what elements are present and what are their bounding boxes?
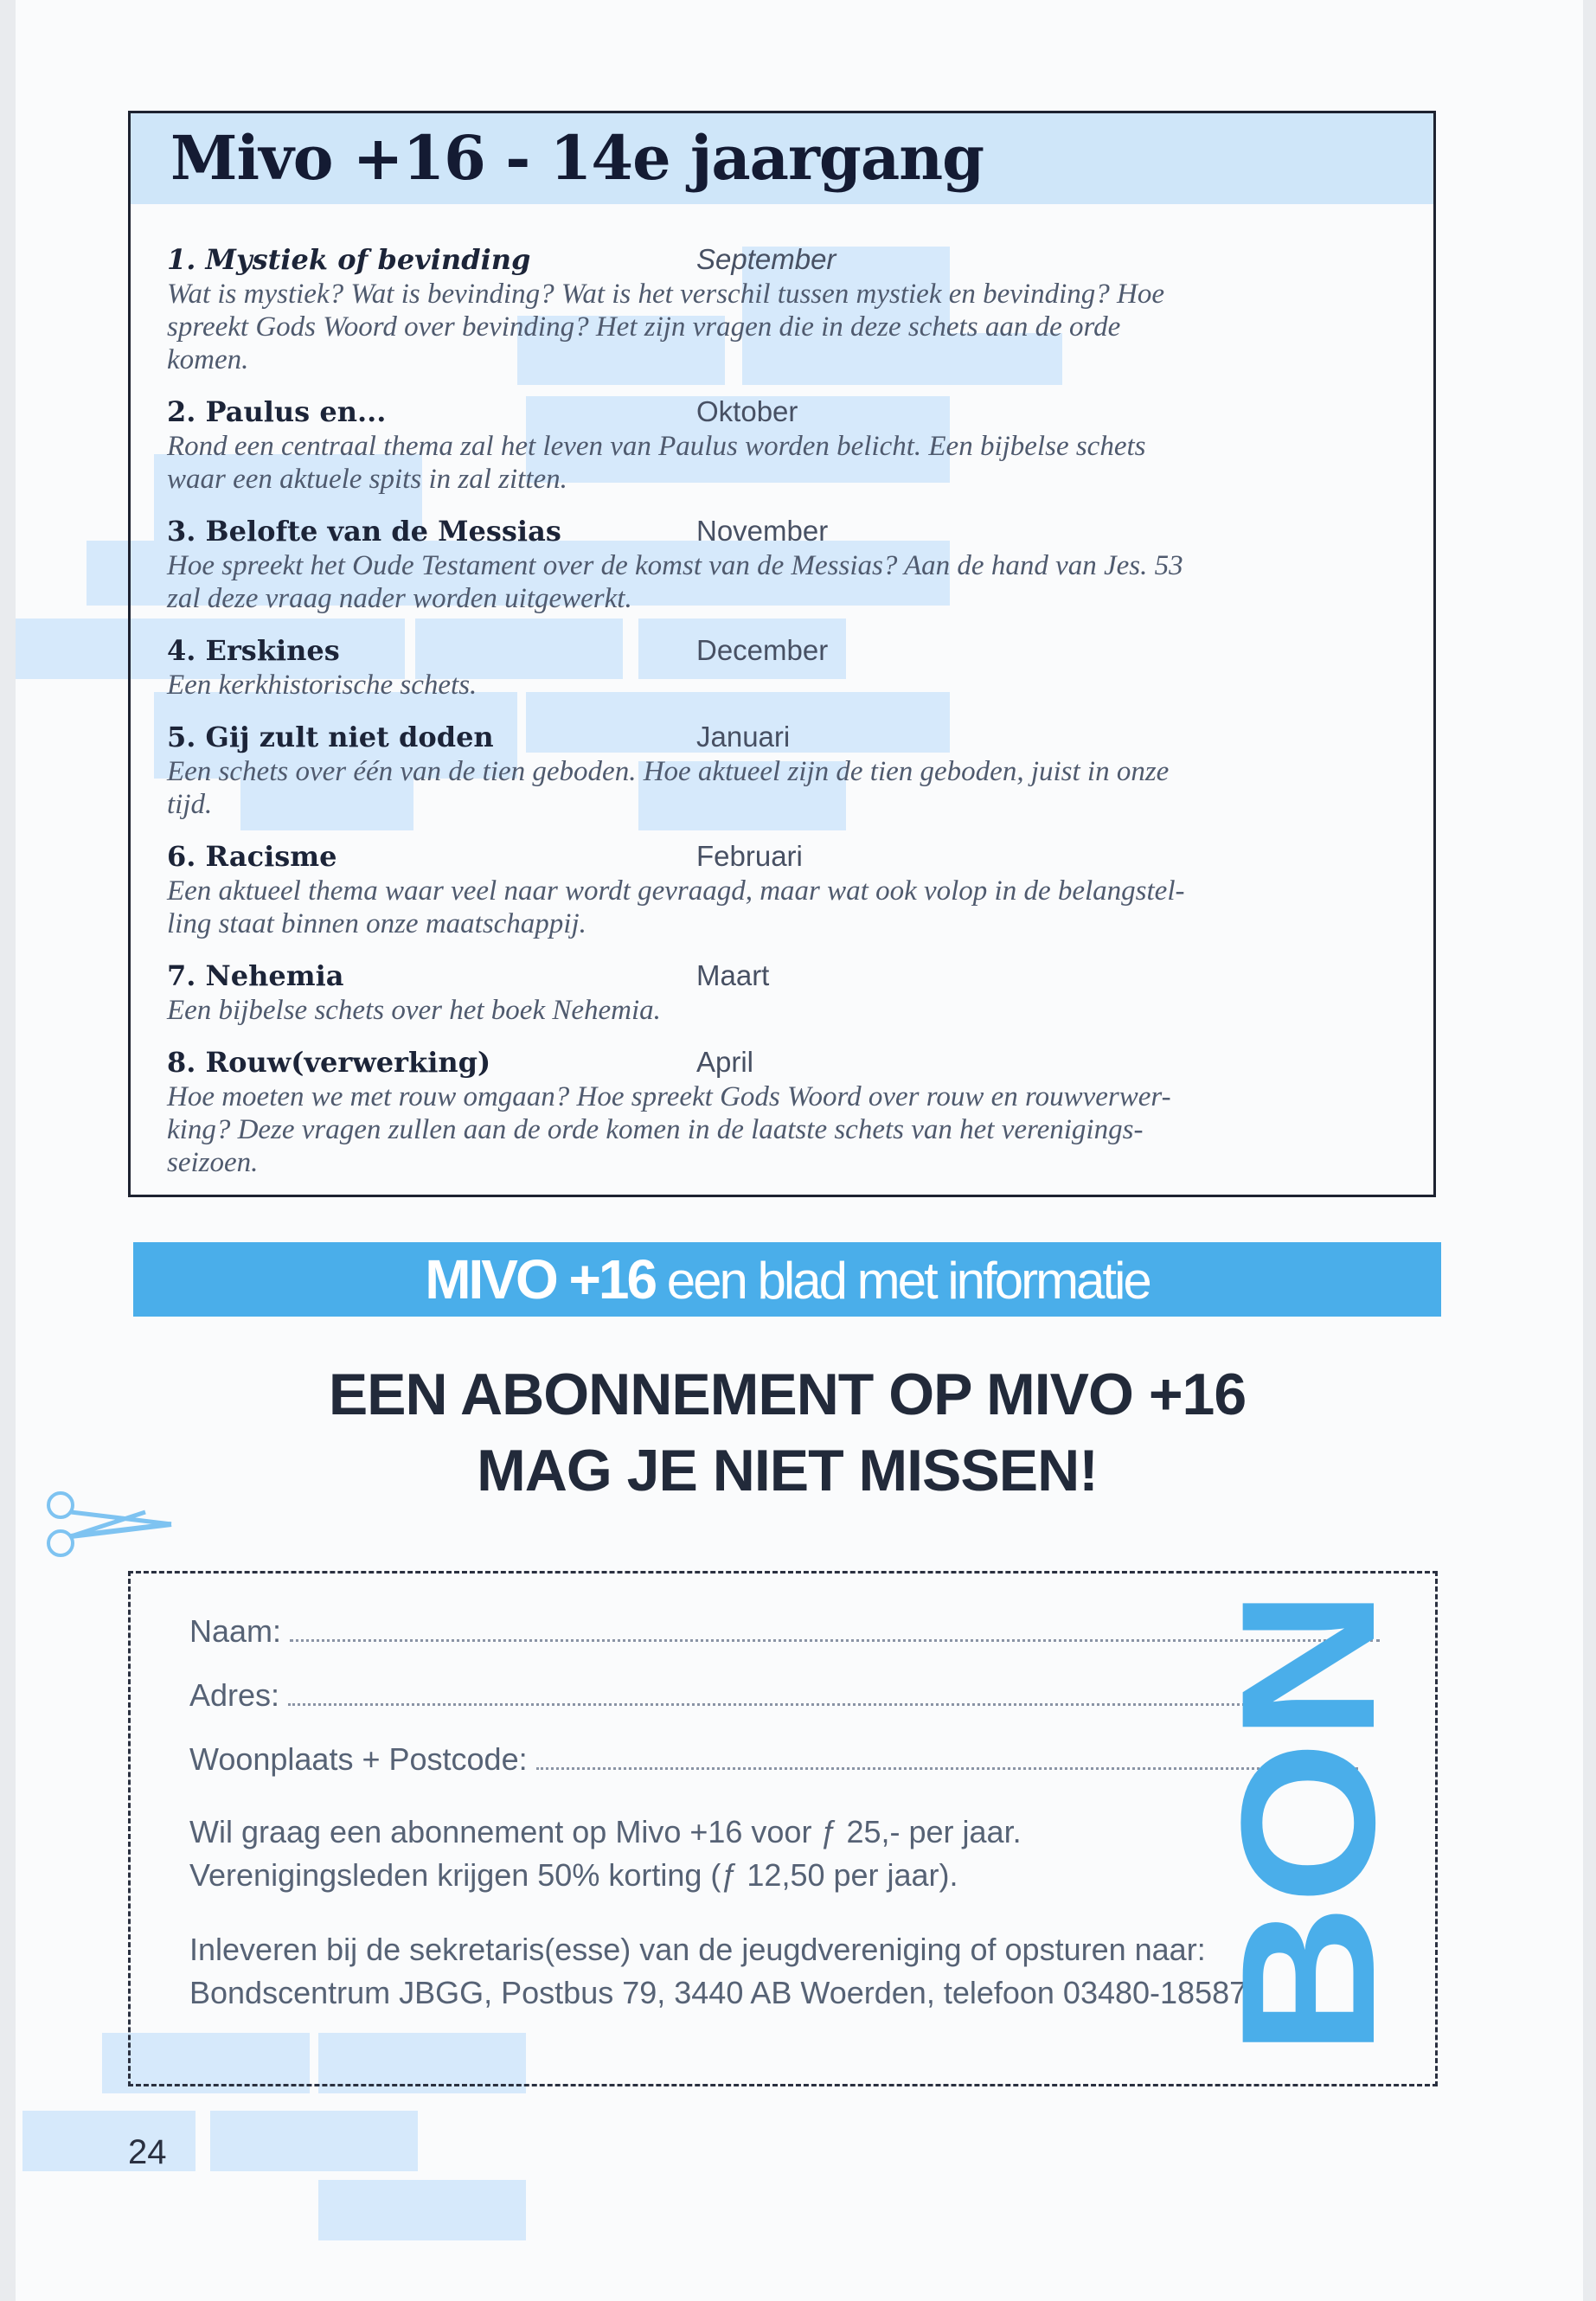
program-list <box>167 243 1395 1198</box>
headline-line-1: EEN ABONNEMENT OP MIVO +16 <box>328 1362 1247 1427</box>
program-item-month: September <box>696 243 836 275</box>
decor-block <box>210 2111 418 2171</box>
program-item-title: 8. Rouw(verwerking) <box>167 1046 491 1079</box>
program-box <box>128 111 1436 1197</box>
program-item-description: Rond een centraal thema zal het leven van Paulus worden belicht. Een bijbelse schets waar een aktuele spits in zal zitten. <box>167 431 1146 495</box>
program-item-month: Januari <box>696 721 791 753</box>
program-item-description: Een kerkhistorische schets. <box>167 670 478 701</box>
title-bar <box>131 113 1433 204</box>
decor-block <box>22 2111 195 2171</box>
program-item-title: 1. Mystiek of bevinding <box>167 243 531 276</box>
offer-text: Wil graag een abonnement op Mivo +16 voor ƒ 25,- per jaar. Verenigingsleden krijgen 50% korting (ƒ 12,50 per jaar). <box>189 1814 1022 1893</box>
city-postcode-label: Woonplaats + Postcode: <box>189 1741 528 1777</box>
program-item-title: 4. Erskines <box>167 634 340 667</box>
program-item-header <box>167 959 1395 994</box>
program-item <box>167 515 1395 615</box>
program-item-description: Hoe spreekt het Oude Testament over de komst van de Messias? Aan de hand van Jes. 53 zal deze vraag nader worden uitgewerkt. <box>167 550 1183 614</box>
program-item-description: Een bijbelse schets over het boek Nehemia. <box>167 995 661 1026</box>
program-item-title: 2. Paulus en... <box>167 395 387 428</box>
info-banner <box>133 1242 1441 1317</box>
bon-text: BON <box>1202 1633 1414 2056</box>
program-item-month: Maart <box>696 959 770 991</box>
city-postcode-field[interactable] <box>189 1741 1358 1781</box>
program-item-title: 6. Racisme <box>167 840 337 873</box>
program-item-title: 3. Belofte van de Messias <box>167 515 561 548</box>
headline-line-2: MAG JE NIET MISSEN! <box>477 1438 1098 1503</box>
program-item-title: 5. Gij zult niet doden <box>167 721 494 753</box>
name-label: Naam: <box>189 1613 282 1649</box>
program-item-description: Een schets over één van de tien geboden. Hoe aktueel zijn de tien geboden, juist in onze tijd. <box>167 756 1170 820</box>
program-item-title: 7. Nehemia <box>167 959 344 992</box>
program-item <box>167 634 1395 702</box>
program-item <box>167 243 1395 376</box>
program-item-header <box>167 721 1395 755</box>
subscription-headline <box>133 1356 1441 1509</box>
program-item <box>167 721 1395 821</box>
program-item-description: Een aktueel thema waar veel naar wordt gevraagd, maar wat ook volop in de belangstel- ling staat binnen onze maatschappij. <box>167 875 1185 939</box>
program-item-description: Hoe moeten we met rouw omgaan? Hoe spreekt Gods Woord over rouw en rouwverwer- king? Deze vragen zullen aan de orde komen in de laatste schets van het verenigings- seizoen. <box>167 1081 1171 1178</box>
program-item <box>167 840 1395 940</box>
program-item-month: April <box>696 1046 754 1078</box>
program-item-month: November <box>696 515 829 547</box>
scissors-icon <box>42 1486 171 1564</box>
program-item <box>167 395 1395 496</box>
page-number: 24 <box>128 2133 167 2171</box>
decor-block <box>318 2180 526 2240</box>
program-item-header <box>167 515 1395 549</box>
program-item-header <box>167 243 1395 278</box>
program-item-month: Oktober <box>696 395 798 427</box>
page <box>16 0 1583 2301</box>
delivery-text: Inleveren bij de sekretaris(esse) van de jeugdvereniging of opsturen naar: Bondscentrum JBGG, Postbus 79, 3440 AB Woerden, telefoon 03480-18587 <box>189 1932 1247 2010</box>
address-field[interactable] <box>189 1677 1369 1717</box>
section-title: Mivo +16 - 14e jaargang <box>170 122 984 194</box>
program-item-month: December <box>696 634 829 666</box>
program-item-month: Februari <box>696 840 803 872</box>
program-item-header <box>167 634 1395 669</box>
program-item-header <box>167 840 1395 875</box>
banner-brand: MIVO +16 <box>425 1248 656 1311</box>
program-item-header <box>167 395 1395 430</box>
banner-text: een blad met informatie <box>655 1252 1150 1310</box>
bon-label <box>1202 1576 1414 2061</box>
program-item-header <box>167 1046 1395 1080</box>
program-item <box>167 959 1395 1027</box>
program-item <box>167 1046 1395 1179</box>
program-item-description: Wat is mystiek? Wat is bevinding? Wat is het verschil tussen mystiek en bevinding? Hoe spreekt Gods Woord over bevinding? Het zijn vragen die in deze schets aan de orde komen. <box>167 279 1164 375</box>
address-label: Adres: <box>189 1677 280 1713</box>
